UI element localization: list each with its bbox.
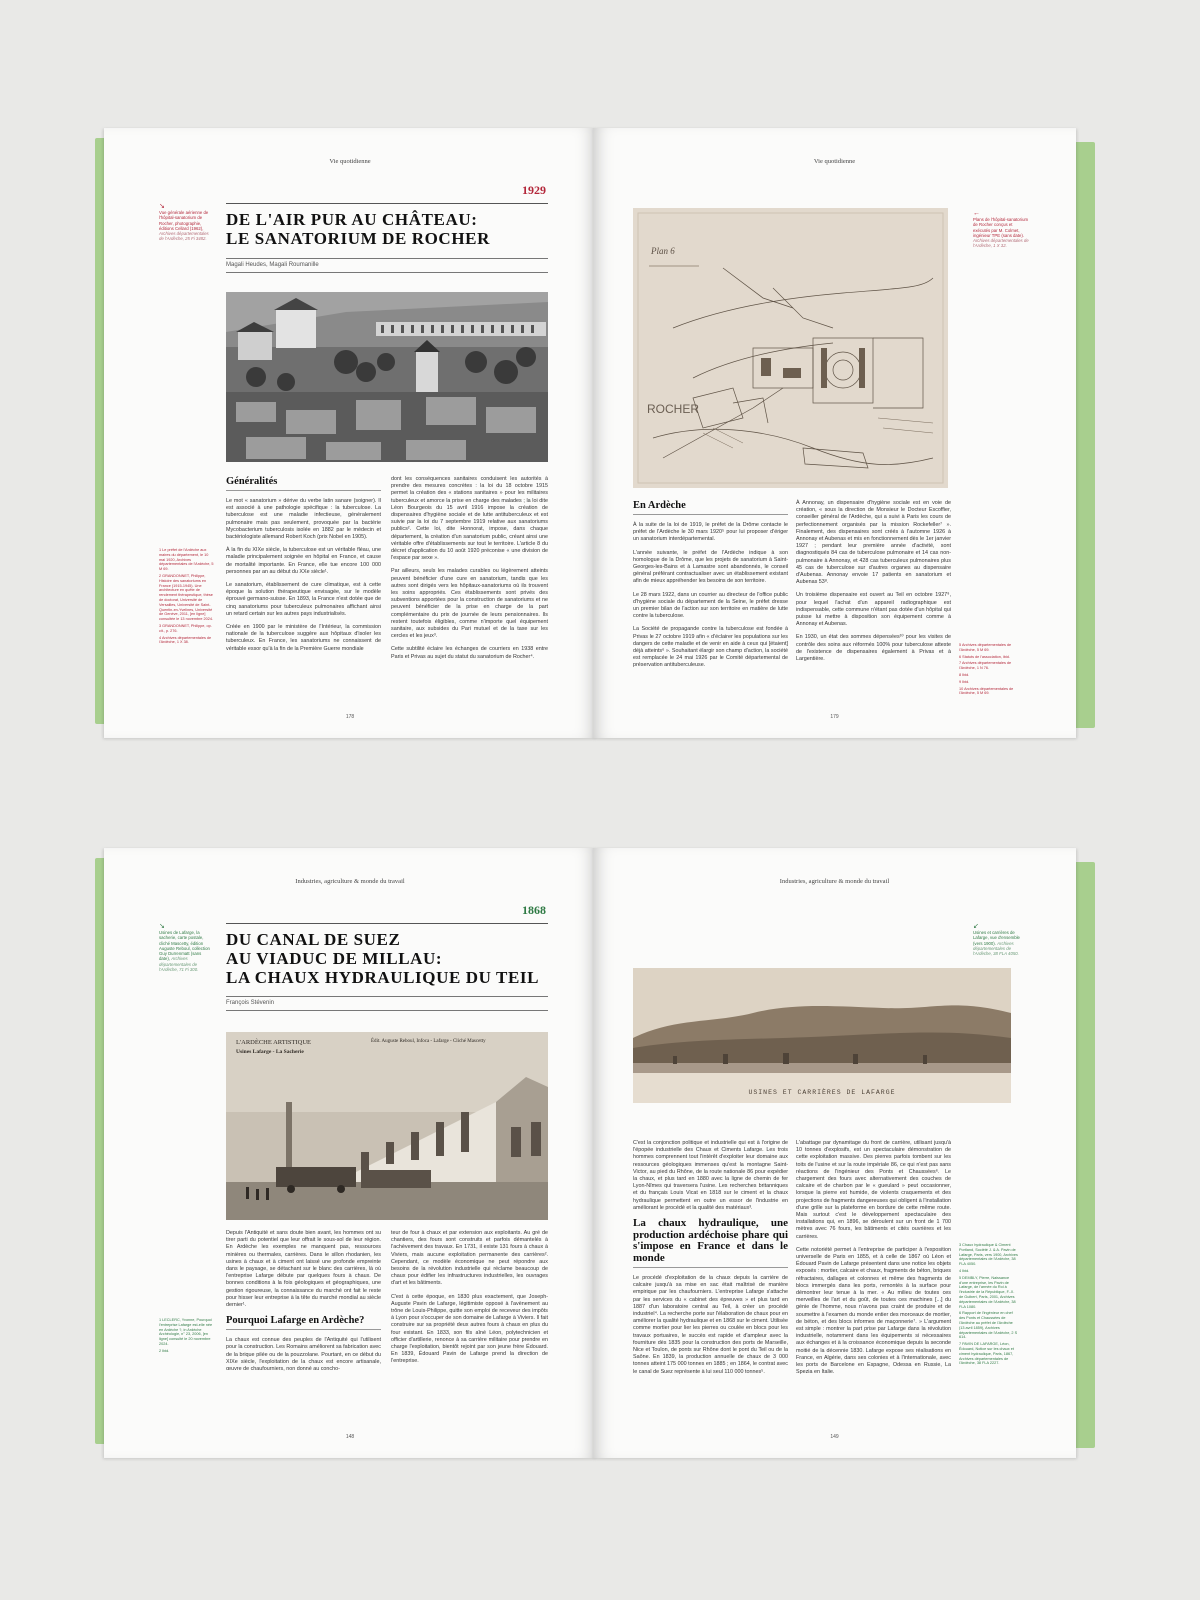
- footnote: 10 Archives départementales de l'Ardèche, 5 M 69.: [959, 686, 1014, 696]
- plan-label: Plan 6: [651, 246, 675, 256]
- footnote: 2 GRANDONNET, Philippe, Histoire des sanatoriums en France (1915-1945). Une architecture en quête de rendement thérapeutique, thèse de doctorat, Université de Versailles, Université de Saint-Quentin-en-Yvelines, Université de Genève, 2011, [en ligne] consultée le 13 novembre 2024.: [159, 573, 214, 622]
- paragraph: teur de four à chaux et par extension aux exploitants. Au gré de chantiers, des fours sont construits et parfois démantelés à l'achèvement des travaux. En 1731, il existe 131 fours à chaux à Viviers, mais aucune exploitation permanente des carrières². Cependant, ce modèle économique ne peut répondre aux besoins de la révolution industrielle qui réclame beaucoup de chaux pour édifier les infrastructures industrielles, les ouvrages d'art et les bâtiments.: [391, 1230, 548, 1287]
- caption-text: Usines de Lafarge, la sacherie,: [159, 930, 200, 941]
- caption-source: Archives départementales de l'Ardèche, 25 Fi 3482.: [159, 231, 209, 242]
- article-title: [226, 210, 556, 248]
- paragraph: L'année suivante, le préfet de l'Ardèche indique à son homologue de la Drôme, que les projets de sanatorium à Saint-Georges-les-Bains et à Lamastre sont abandonnés, le conseil général préférant contractualiser avec un établissement existant afin de mieux appréhender les besoins de son territoire.: [633, 549, 788, 585]
- page-149: [593, 848, 1076, 1458]
- footnote: 7 Archives départementales de l'Ardèche, 1 N 76.: [959, 661, 1012, 671]
- divider: [226, 1010, 548, 1011]
- footnote: 2 Ibid.: [159, 1348, 170, 1353]
- paragraph: Le procédé d'exploitation de la chaux depuis la carrière de calcaire jusqu'à sa mise en sac était maîtrisé de manière empirique par les chaufourniers. L'entreprise Lafarge s'attache par les services du « cabinet des épreuves » et plus tard en 1887 d'un laboratoire central au Teil, à créer un procédé industriel⁴. La recherche porte sur l'élaboration de chaux pour en améliorer la qualité hydraulique et en 1868 sur le ciment. Utilisée comme mortier pour lier les pierres ou coulée en blocs pour les travaux portuaires, le succès est rapide et d'ampleur avec la fourniture dès 1835 pour la construction des ports de Marseille, Nice et Toulon, de ponts sur Rhône dont le pont du Teil ou de la Saône. En 1839, la production annuelle de chaux de 3 000 tonnes atteint 175 000 tonnes en 1885 ; en 1864, le contrat avec le canal de Suez représente à lui seul 110 000 tonnes⁵.: [633, 1275, 788, 1375]
- caption-source: Archives départementales de l'Ardèche, 71 Fi 300.: [159, 956, 199, 973]
- caption-text: Usines et carrières de Lafarge, vue d'ensemble (vers 1900).: [973, 930, 1020, 946]
- paragraph: dont les conséquences sanitaires conduisent les autorités à prendre des mesures concrètes : la loi du 18 octobre 1915 permet la création des « stations sanitaires » pour les militaires tuberculeux et amorce la prise en charge des malades ; la loi dite Léon Bourgeois du 15 avril 1916 impose la création de dispensaires d'hygiène sociale et de lutte antituberculeux et est suivie par la loi du 7 septembre 1919 relative aux sanatoriums publics². Cette loi, dite Honnorat, impose, dans chaque département, la création d'un sanatorium public, créant ainsi une véritable offre d'établissements sur tout le territoire. L'article 8 du décret d'application du 10 août 1920 préconise « une division de l'espace par sexe ».: [391, 476, 548, 562]
- aerial-photo-graphic: [226, 292, 548, 462]
- postcard-line1: L'ARDÈCHE ARTISTIQUE: [236, 1039, 311, 1046]
- book-cover-edge-right: [1073, 862, 1095, 1448]
- paragraph: Créée en 1900 par le ministère de l'Intérieur, la commission nationale de la tuberculose suggère aux hôpitaux d'isoler les tuberculeux. En France, les sanatoriums ne connaissent de véritable essor qu'à la fin de la Première Guerre mondiale: [226, 624, 381, 652]
- author-line: François Stévenin: [226, 1000, 275, 1006]
- caption-text: Plans de l'hôpital-sanatorium de Rocher conçus et exécutés par M. Colmet, ingénieur TPE (sans date).: [973, 217, 1029, 238]
- paragraph: Depuis l'Antiquité et sans doute bien avant, les hommes ont su tirer parti du potentiel que leur offrait le sous-sol de leur région. En Ardèche les exemples ne manquent pas, ressources minières ou thermales, carrières. Dans le sillon rhodanien, les usines à chaux et à ciment ont laissé une profonde empreinte dans le paysage, se détachant sur le blanc des carrières, là où l'entreprise Lafarge débute par quelques fours à chaux. De bonnes conditions à la fois géologiques et géographiques, une gestion rigoureuse, la connaissance du marché ont fait le reste pour hisser leur entreprise à la tête du marché mondial au siècle dernier¹.: [226, 1230, 381, 1309]
- footnote: 3 Chaux hydraulique & Ciment Portland, Société J. & A. Pavin de Lafarge, Paris, vers 1900, Archives départementales de l'Ardèche, 38 FLA 4050.: [959, 1243, 1018, 1267]
- divider: [226, 272, 548, 273]
- running-head: Industries, agriculture & monde du travail: [779, 878, 890, 885]
- panorama-lafarge-quarries: [633, 968, 1011, 1103]
- caption-source: Archives départementales de l'Ardèche, 1 X 32.: [973, 238, 1029, 249]
- divider: [226, 923, 548, 924]
- text-column: [391, 476, 548, 667]
- footnote: 3 GRANDONNET, Philippe, op. cit., p. 276.: [159, 623, 212, 633]
- paragraph: Le sanatorium, établissement de cure climatique, est à cette époque la solution thérapeutique envisagée, sur le modèle éprouvé germano-suisse. En 1893, la France n'est dotée que de cinq sanatoriums pour tuberculeux pulmonaires affichant ainsi un retard certain sur les autres pays industrialisés.: [226, 582, 381, 617]
- section-heading: Pourquoi Lafarge en Ardèche?: [226, 1315, 381, 1330]
- arrow-left-icon: ←: [973, 210, 980, 217]
- running-head: Vie quotidienne: [329, 158, 371, 165]
- paragraph: À la fin du XIXe siècle, la tuberculose est un véritable fléau, une maladie principalement soignée en hôpital en France, et cause de mortalité importante. En France, elle tue encore 100 000 personnes par an au début du XXe siècle¹.: [226, 547, 381, 575]
- paragraph: Cette notoriété permet à l'entreprise de participer à l'exposition universelle de Paris en 1855, et à celle de 1867 où Léon et Édouard Pavin de Lafarge présentent dans une notice les objets exposés : mortier, calcaire et chaux, fragments de béton, briques réfractaires, dallages et colonnes et même des fragments de blocs immergés dans les ports, remontés à la surface pour démontrer leur tenue à la mer. « Au milieu de toutes ces merveilles de l'art et du goût, de toutes ces machines [...] du génie de l'homme, nous n'avons pas craint de produire et de soumettre à l'examen du monde entier des morceaux de mortier, de béton, et des blocs informes de maçonnerie⁷. » L'argument est simple : montrer la part prise par Lafarge dans la révolution industrielle, notamment dans les équipements si nécessaires aux échanges et à la croissance économique depuis la seconde moitié de la décennie 1830. Lafarge expose ses réalisations en France, en Algérie, dans ses colonies et à l'internationale, avec les ports de Barcelone en Espagne, Odessa en Russie, La Spezia en Italie.: [796, 1246, 951, 1376]
- text-column: [633, 500, 788, 676]
- section-heading: La chaux hydraulique, une production ardéchoise phare qui s'impose en France et dans le monde: [633, 1218, 788, 1268]
- caption-text: Vue générale aérienne de l'hôpital-sanatorium de Rocher,: [159, 210, 209, 226]
- year-badge: 1929: [522, 183, 546, 197]
- page-179: [593, 128, 1076, 738]
- postcard-publisher: Édit. Auguste Reboul, Infoca - Lafarge - Cliché Mascetty: [371, 1039, 486, 1044]
- map-place-label: ROCHER: [647, 402, 700, 416]
- side-caption: [159, 923, 211, 972]
- footnote: 6 Rapport de l'ingénieur en chef des Ponts et Chaussées de l'Ardèche au préfet de l'Ardèche (13 avril 1859), Archives départementales de l'Ardèche, 2 S 614.: [959, 1311, 1018, 1340]
- paragraph: Le mot « sanatorium » dérive du verbe latin sanare (soigner). Il est associé à une pathologie spécifique : la tuberculose. La tuberculose est une maladie infectieuse, généralement pulmonaire mais pas seulement, provoquée par la bactérie Mycobacterium tuberculosis isolée en 1882 par le médecin et bactériologiste allemand Robert Koch (prix Nobel en 1905).: [226, 498, 381, 541]
- footnote: 9 Ibid.: [959, 679, 970, 684]
- postcard-lafarge-sacherie: [226, 1032, 548, 1220]
- page-number: 179: [830, 714, 839, 720]
- postcard-graphic: [226, 1032, 548, 1220]
- arrow-down-right-icon: ↘: [159, 923, 165, 930]
- page-148: [104, 848, 596, 1458]
- paragraph: C'est la conjonction politique et industrielle qui est à l'origine de l'épopée industrielle des Chaux et Ciments Lafarge. Les trois hommes comprennent tout l'intérêt d'exploiter leur domaine aux ressources géologiques immenses qu'est la montagne Saint-Victor, au pied du Rhône, de la route nationale 86 pour expédier la chaux, et plus tard en 1880 avec la ligne de chemin de fer Lyon-Nîmes qui traversera l'usine. Les recherches britanniques et du français Louis Vicat en 1818 sur le ciment et la chaux hydraulique permettent en outre un essor de l'industrie en améliorant le procédé et la qualité des matériaux³.: [633, 1140, 788, 1211]
- page-number: 149: [830, 1434, 839, 1440]
- footnote: 5 Archives départementales de l'Ardèche, 5 M 69.: [959, 643, 1012, 652]
- footnote: 4 Ibid.: [959, 1268, 970, 1273]
- paragraph: Par ailleurs, seuls les malades curables ou légèrement atteints peuvent bénéficier d'une cure en sanatorium, tandis que les autres sont dirigés vers les hôpitaux-sanatoriums où ils trouvent les soins appropriés. Ces établissements sont privés des subventions apportées pour la construction de sanatoriums et ne peuvent bénéficier de la prise en charge de la part complémentaire du prix de journée de leurs pensionnaires. Ils restent toutefois éligibles, comme n'importe quel équipement sanitaire, aux subsides du Pari mutuel et de la taxe sur les cercles et les jeux³.: [391, 568, 548, 640]
- side-caption: [973, 210, 1029, 249]
- page-number: 178: [345, 714, 355, 720]
- paragraph: À la suite de la loi de 1919, le préfet de la Drôme contacte le préfet de l'Ardèche le 30 mars 1920⁵ pour lui proposer d'ériger un sanatorium interdépartemental.: [633, 522, 788, 543]
- paragraph: À Annonay, un dispensaire d'hygiène sociale est en voie de création, « sous la direction de Monsieur le Docteur Escoffier, conseiller général de l'Ardèche, qui a suivi à Paris les cours de perfectionnement organisés par la mission Rockefeller⁷ ». Finalement, des dispensaires sont créés à l'automne 1926 à Annonay et Aubenas et mis en fonctionnement dès le 1er janvier 1927 ; pendant leur première année d'activité, sont diagnostiqués 84 cas de tuberculose pulmonaire et 14 cas non-pulmonaire à Annonay, et 428 cas tuberculeux pulmonaires plus 45 cas de tuberculose sur d'autres organes au dispensaire d'Aubenas. Annonay envoie 17 patients en sanatorium et Aubenas 53⁸.: [796, 500, 951, 586]
- paragraph: L'abattage par dynamitage du front de carrière, utilisant jusqu'à 10 tonnes d'explosifs, est un spectaculaire démonstration de cette exploitation massive. Des pierres parfois tombent sur les toits de l'usine et sur la route impériale 86, ce qui n'est pas sans réactions de l'ingénieur des Ponts et Chaussées⁶. Le chargement des fours avec alternativement des couches de calcaire et de charbon par le « gueulard » peut occasionner, lorsque la pierre est humide, de violents craquements et des projections de fragments dangereuses qui obligent à l'installation d'une grille sur la plateforme en bordure de cette même route. Mais surtout c'est le développement spectaculaire des installations qui, en 1896, se déroulent sur un front de 1 700 mètres avec 76 fours, les bâtiments et cités ouvrières et les carrières.: [796, 1140, 951, 1240]
- author-line: Magali Heudes, Magali Roumanille: [226, 262, 319, 268]
- footnotes: [159, 1318, 214, 1356]
- text-column: [226, 1230, 381, 1379]
- site-plan-graphic: [633, 208, 948, 488]
- divider: [226, 203, 548, 204]
- divider: [226, 258, 548, 259]
- footnote: 7 PAVIN DE LAFARGE, Léon, Édouard, Notice sur les chaux et ciment hydraulique, Paris, 1867, Archives départementales de l'Ardèche, 38 FLA 2227.: [959, 1342, 1014, 1366]
- paragraph: La Société de propagande contre la tuberculose est fondée à Privas le 27 octobre 1919 afin « d'éclairer les populations sur les dangers de cette maladie et de venir en aide à ceux qui [étaient] déjà atteints⁶ ». Souhaitant élargir son champ d'action, la société est remplacée le 24 mai 1926 par le Comité départemental de préservation antituberculeuse.: [633, 626, 788, 669]
- paragraph: Cette subtilité éclaire les échanges de courriers en 1938 entre Paris et Privas au sujet du statut du sanatorium de Rocher⁴.: [391, 646, 548, 660]
- arrow-down-right-icon: ↘: [159, 203, 165, 210]
- title-line: LE SANATORIUM DE ROCHER: [226, 229, 490, 248]
- section-heading: Généralités: [226, 476, 381, 491]
- page-number: 148: [345, 1434, 355, 1440]
- paragraph: En 1930, un état des sommes dépensées¹⁰ pour les visites de contrôle des soins aux réformés 100% pour tuberculose atteste de l'existence de dispensaires également à Privas et à Largentière.: [796, 634, 951, 663]
- text-column: [796, 1140, 951, 1383]
- paragraph: La chaux est connue des peuples de l'Antiquité qui l'utilisent pour la construction. Les Romains améliorent sa fabrication avec de la brique pilée ou de la pouzzolane. Pourtant, en ce début du XIXe siècle, l'exploitation de la chaux est encore artisanale, œuvre de chaufourniers, non donné au concho-: [226, 1337, 381, 1373]
- side-caption: [159, 203, 211, 242]
- book-spread-vie-quotidienne: [95, 128, 1095, 748]
- title-line: DE L'AIR PUR AU CHÂTEAU:: [226, 210, 478, 229]
- title-line: AU VIADUC DE MILLAU:: [226, 949, 443, 968]
- footnotes: [159, 548, 214, 647]
- footnote: 1 Le préfet de l'Ardèche aux maires du département, le 10 mai 1920, Archives départementales de l'Ardèche, 5 M 69.: [159, 548, 214, 572]
- arrow-down-left-icon: ↙: [973, 923, 979, 930]
- caption-credit: carte postale, cliché Mascetty, édition Auguste Reboul, collection Guy Durrenmatt (sans date),: [159, 935, 210, 962]
- footnote: 6 Statuts de l'association, ibid.: [959, 654, 1010, 659]
- article-title: [226, 930, 571, 987]
- running-head: Vie quotidienne: [813, 158, 856, 165]
- footnote: 8 Ibid.: [959, 672, 970, 677]
- text-column: [391, 1230, 548, 1372]
- caption-source: Archives départementales de l'Ardèche, 38 FLA 4050.: [973, 940, 1019, 957]
- text-column: [796, 500, 951, 669]
- footnote: 1 LECLERC, Yvonne, Pourquoi l'entreprise Lafarge est-elle née en Ardèche ?, in Ardèche Archéologie, n° 23, 2006, [en ligne] consulté le 20 novembre 2024.: [159, 1318, 213, 1346]
- book-cover-edge-right: [1073, 142, 1095, 728]
- book-spread-industries: [95, 848, 1095, 1468]
- section-heading: En Ardèche: [633, 500, 788, 515]
- footnotes: [959, 1243, 1019, 1368]
- sanatorium-site-plan: [633, 208, 948, 488]
- title-line: LA CHAUX HYDRAULIQUE DU TEIL: [226, 968, 540, 987]
- text-column: [633, 1140, 788, 1382]
- caption-credit: photographie, éditions Cellard (1962),: [159, 220, 204, 231]
- panorama-graphic: [633, 968, 1011, 1103]
- paragraph: C'est à cette époque, en 1830 plus exactement, que Joseph-Auguste Pavin de Lafarge, légitimiste opposé à l'avènement au trône de Louis-Philippe, quitte son emploi de receveur des impôts à Lyon pour s'occuper de son domaine de Lafarge à Viviers. Il fait construire sur sa propriété deux autres fours à chaux en plus du four existant. En 1833, son fils aîné Léon, polytechnicien et officier d'artillerie, renonce à sa carrière militaire pour prendre en charge l'exploitation, bientôt rejoint par son jeune frère Édouard. En 1839, Édouard Pavin de Lafarge prend la direction de l'entreprise.: [391, 1293, 548, 1365]
- divider: [226, 996, 548, 997]
- aerial-photo-sanatorium: [226, 292, 548, 462]
- year-badge: 1868: [522, 903, 546, 917]
- running-head: Industries, agriculture & monde du travail: [295, 878, 405, 885]
- footnote: 5 DEMBLY, Pierre, Naissance d'une entreprise, les Pavin de Lafarge, de l'armée du Roi à l'industrie de la République, F.-X. de Guibert, Paris, 2001, Archives départementales de l'Ardèche, 38 FLA 1080.: [959, 1275, 1016, 1309]
- footnotes: [959, 643, 1019, 698]
- postcard-line2: Usines Lafarge - La Sacherie: [236, 1049, 304, 1055]
- paragraph: Le 28 mars 1922, dans un courrier au directeur de l'office public d'hygiène sociale du département de la Seine, le préfet dresse un premier bilan de l'action sur son territoire en matière de lutte contre la tuberculose.: [633, 591, 788, 620]
- page-178: [104, 128, 596, 738]
- text-column: [226, 476, 381, 659]
- panorama-caption: USINES ET CARRIÈRES DE LAFARGE: [748, 1089, 896, 1096]
- title-line: DU CANAL DE SUEZ: [226, 930, 401, 949]
- footnote: 4 Archives départementales de l'Ardèche, 1 X 38.: [159, 635, 212, 645]
- side-caption: [973, 923, 1029, 956]
- paragraph: Un troisième dispensaire est ouvert au Teil en octobre 1927⁹, pour lequel l'achat d'un appareil radiographique est indispensable, cette commune n'étant pas dotée d'un hôpital qui puisse lui mettre à disposition son équipement comme à Annonay et Aubenas.: [796, 592, 951, 628]
